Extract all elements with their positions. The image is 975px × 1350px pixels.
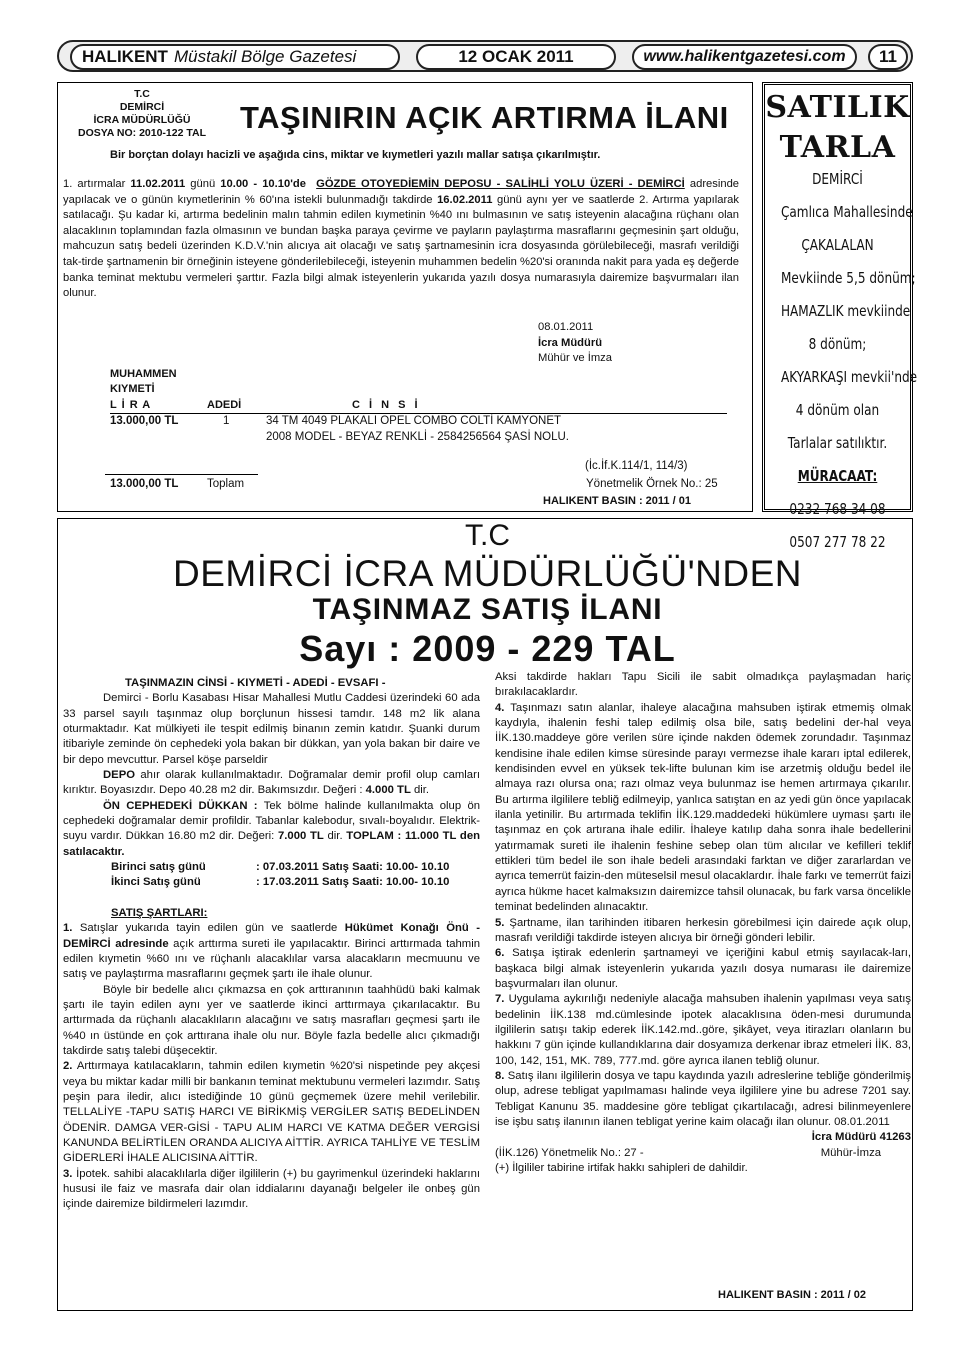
condition-text: Uygulama aykırılığı nedeniyle alacağa mahsuben ihalenin yapılması veya satış bedelinin İİK.138 md.cümlesinde ipotek alacaklısına öden-mesi durumunda ilgililerin satışı takip ederek İİK.142.md..göre, şikâyet, veya itirazları olanların bu hakkını 7 gün içinde kullandıklarına dair dosyamıza derkenar ibraz etmeleri İİK. 83, 100, 142, 151, MK. 789, 777.md. göre ayrıca ilanen tebliğ olunur. [495,993,911,1067]
condition-text: Satış ilanı ilgililerin dosya ve tapu kaydında yazılı adreslerine tebliğe gönderilmiş olup, adrese tebligat yapılmaması halinde veya ilgililere yine bu adrese 7201 say. Tebligat Kanunu 35. maddesine göre tebligat çıkartılacağı, adresi bilinmeyenlere ise işbu satış ilanının ilanen tebligat yerine kaim olacağı ilan olunur. 08.01.2011 [495,1069,911,1128]
ad-line: 8 dönüm; [808,335,867,353]
paper-name-pill [70,44,400,70]
condition-number: 1. [63,922,73,935]
condition-number: 3. [63,1167,73,1180]
sale1-label: Birinci satış günü [111,861,206,874]
condition-text: Böyle bir bedelle alıcı çıkmazsa en çok arttıranının taahhüdü baki kalmak şartı ile tayin edilen aynı yer ve saatlerde ikinci arttırmaya çıkarılacaktır. Bu arttırmada da rüçhanlı alacaklıların alacağını ve satış masrafları geçmesi şartı ile %40 ın üstünde en çok arttırana ihale olu nur. Böyle fazla bedelle alıcı çıkmadığı takdirde satış talebi düşecektir. [63,983,480,1057]
ad-phone[interactable]: 0232 768 34 08 [789,500,886,518]
body-text: adresinde yapılacak ve o günün kıymetlerinin % 60'ına istekli bulunmadığı takdirde [63,178,740,206]
body-text: günü [185,178,221,190]
condition-text: Şartname, ilan tarihinden itibaren herkesin görebilmesi için dairede açık olup, masrafı verildiği takdirde isteyen alıcıya bir örneği gönderi lebilir. [495,916,911,944]
auction-place: GÖZDE OTOYEDİEMİN DEPOSU - SALİHLİ YOLU ÜZERİ - DEMİRCİ [316,178,685,190]
notice1-signature [538,320,612,367]
auction-date-2: 16.02.2011 [437,193,493,206]
notice1-body [63,177,739,302]
ad-line: DEMİRCİ [812,170,863,188]
total-label: Toplam [207,478,245,490]
auction-date-1: 11.02.2011 [130,178,186,190]
notice2-footer: HALIKENT BASIN : 2011 / 02 [718,1289,866,1301]
notice1-title: TAŞINIRIN AÇIK ARTIRMA İLANI [240,100,729,135]
sale2-value: : 17.03.2011 Satış Saati: 10.00- 10.10 [256,876,450,889]
land-sale-ad [762,82,918,551]
condition-number: 7. [495,993,505,1006]
footnote: (+) İlgililer tabirine irtifak hakkı sahipleri de dahildir. [495,1162,748,1174]
ad-line: HAMAZLIK mevkiinde [780,302,911,320]
sign-seal: Mühür ve İmza [538,352,612,365]
table-cell-value: 13.000,00 TL [110,415,179,427]
condition-number: 2. [63,1060,73,1073]
table-cell-desc: 34 TM 4049 PLAKALI OPEL COMBO COLTİ KAMYONET [266,415,562,427]
shop-text: dir. [323,830,347,843]
table-header-lira: L İ R A [110,399,152,411]
regulation-reference: Yönetmelik Örnek No.: 25 [586,478,718,490]
condition-number: 8. [495,1069,505,1082]
condition-number: 6. [495,947,505,960]
law-reference: (İc.İf.K.114/1, 114/3) [585,460,688,472]
condition-text: Arttırmaya katılacakların, tahmin edilen kıymetin %20'si nispetinde pey akçesi veya bu miktar kadar milli bir bankanın teminat mektubunu vermeleri lazımdır. Satış peşin para iledir, alıcı istediğinde 10 günü geçmemek üzere mehil verilebilir. TELLALİYE -TAPU SATIŞ HARCI VE BİRİKMİŞ VERGİLER SATIŞ BEDELİNDEN ÖDENİR. DAMGA VER-GİSİ - TAPU ALIM HARCI VE KATMA DEĞER VERGİSİ KANUNDA BELİRTİLEN ORANDA ALICIYA AİTTİR. AYRICA TAHLİYE VE TESLİM GİDERLERİ İHALE ALICISINA AİTTİR. [63,1060,480,1165]
sale1-value: : 07.03.2011 Satış Saati: 10.00- 10.10 [256,861,450,874]
condition-text: Satışa iştirak edenlerin şartnameyi ve içeriğini kabul etmiş sayılacak-ları, başkaca bilgi almak isteyenlerin yukarıda yazılı dosya numarası ile dairemize başvurmaları ilan olunur. [495,947,911,990]
total-price: TOPLAM : 11.000 TL den satılacaktır. [63,830,481,858]
depo-value: 4.000 TL [365,784,411,797]
issue-date: 12 OCAK 2011 [416,44,616,70]
property-description: Demirci - Borlu Kasabası Hisar Mahallesi Mutlu Caddesi üzerindeki 60 ada 33 parsel sayılı taşınmaz olup borçlunun hissesi tamdır. 148 m2 lik alana oturmaktadır. Kat mülkiyeti ile tespit edilmiş binanın zemin katıdır. Şuanki durum itibariyle zeminde ön cephedeki yola bakan bir dükkan, yan yola bakan bir daire ve bir depo mevcuttur. Parsel köşe parseldir [63,692,480,766]
condition-number: 5. [495,916,505,929]
section-heading: TAŞINMAZIN CİNSİ - KIYMETİ - ADEDİ - EVSAFI - [125,677,386,689]
table-cell-desc: 2008 MODEL - BEYAZ RENKLİ - 2584256564 ŞASİ NOLU. [266,431,569,443]
ad-phone[interactable]: 0507 277 78 22 [789,533,886,551]
shop-value: 7.000 TL [278,830,324,843]
ad-contact-label: MÜRACAAT: [797,467,878,485]
conditions-heading: SATIŞ ŞARTLARI: [111,906,208,919]
condition-text: Taşınmazı satın alanlar, ihaleye alacağına mahsuben iştirak etmemiş olmak kaydıyla, ihalenin feshi talep edilmiş olsa bile, satış bedelini der-hal veya İİK.130.maddeye göre verilen süre içinde nakden ödemek zorundadır. Taşınmaz kendisine ihale edilen kimse süresinde parayı vermezse ihale kararı iptal edilerek, kendisinden evvel en yüksek tek-lifte bulunan kim ise arzetmiş olduğu bedel ile almaya razı olursa ona; razı olmaz veya bulunmaz ise hemen artırmaya çıkarılır. Bu artırma ilgililere tebliğ edilmeyip, yanlıca satıştan en az yedi gün önce yapılacak ilanla yetinilir. Bu artırmada teklifin İİK.129.maddedeki hükümlere uyması şartı ile taşınmaz en çok artırana ihale edilir. İhaleye katılıp daha sonra ihale bedellerini yatırmamak sureti ile ihalenin feshine sebep olan tüm alıcılar ve kefilleri teklif ettikleri tüm bedel ile son ihale bedeli arasındaki farktan ve diğer zararlardan ve ayrıca temerrüt faizin-den müteselsil mesul olacaklardır. İhale farkı ve temerrüt faizi ayrıca hükme hacet kalmaksızın dairemizce tahsil olunacak, bu fark varsa öncelikle teminat bedelinden alınacaktır. [495,701,911,914]
notice2-sign: İcra Müdürü 41263 [811,1131,911,1144]
sale-place: Hükümet Konağı Önü - DEMİRCİ adresinde [63,922,480,950]
notice2-right-column [495,670,911,1176]
depo-text: ahır olarak kullanılmaktadır. Doğramalar demir profil olup camları kırıktır. Boyasızdır. Depo 40.28 m2 dir. Bakımsızdır. Değeri : [63,769,480,797]
total-value: 13.000,00 TL [110,478,179,490]
sale2-label: İkinci Satış günü [111,876,201,889]
table-cell-qty: 1 [223,415,230,427]
ad-title: TARLA [779,130,896,165]
auction-time: 10.00 - 10.10'de [220,178,306,190]
ad-line: Mevkiinde 5,5 dönüm; [780,269,916,287]
table-header-cins: C İ N S İ [352,399,421,411]
notice2-number: Sayı : 2009 - 229 TAL [299,628,676,669]
ad-line: ÇAKALALAN [801,236,874,254]
depo-text: dir. [410,784,430,797]
condition-text: Satışlar yukarıda tayin edilen gün ve saatlerde [72,922,345,935]
depo-label: DEPO [103,769,136,782]
ad-line: AKYARKAŞI mevkii'nde [780,368,918,386]
sign-title: İcra Müdürü [538,336,603,349]
condition-text: İpotek. sahibi alacaklılarla diğer ilgililerin (+) bu gayrimenkul üzerindeki haklarını hususi ile faiz ve masrafa dair olan iddialarını dayanağı belgeler ile onbeş gün içinde dairemize bildirmeleri lazımdır. [63,1167,480,1211]
paper-name: HALIKENT [82,47,168,66]
table-header-kiymeti: KIYMETİ [110,383,155,395]
ad-title: SATILIK [765,90,910,125]
shop-label: ÖN CEPHEDEKİ DÜKKAN : [103,799,258,812]
notice1-footer: HALIKENT BASIN : 2011 / 01 [543,495,691,507]
body-text: günü aynı yer ve saatlerde 2. Artırma yapılarak satılacağı. Şu kadar ki, artırma bedelinin malın tahmin edilen kıymetinin %40 ını bulmasının ve satış isteyenin alacağına rüçhanı olan alacaklının toplamından fazla olmasının ve bundan başka paraya çevirme ve payların paylaştırma masraflarını geçmesinin şart olduğu, mahcuzun satış bedeli üzerinden K.D.V.'nin alıcıya ait olacağı ve satış şartnamesinin icra dosyasında görülebileceği, masrafı verildiği tak-tirde şartnamenin bir örneğinin isteyene gönderilebileceği, isteyenin muhammen bedelin %20'si oranında nakit para yada eş değerde banka teminat mektubu vermeleri şarttır. Fazla bilgi almak isteyenlerin yukarıda yazılı dosya numarasıyla dairemize başvurmaları ilan olunur. [63,193,739,300]
regulation-reference: (İİK.126) Yönetmelik No.: 27 - [495,1146,644,1159]
ad-line: Tarlalar satılıktır. [787,434,888,452]
total-rule [105,474,258,475]
condition-number: 4. [495,701,505,714]
ad-line: Çamlıca Mahallesinde [780,203,913,221]
website-link[interactable]: www.halikentgazetesi.com [632,44,857,70]
table-header-muhammen: MUHAMMEN [110,368,177,380]
paper-subtitle: Müstakil Bölge Gazetesi [173,47,357,66]
notice1-subtitle: Bir borçtan dolayı hacizli ve aşağıda cins, miktar ve kıymetleri yazılı mallar satışa çıkarılmıştır. [110,149,601,161]
shop-text: Tek bölme halinde kullanılmakta olup ön cephedeki doğramalar demir profildir. Tabanlar kalebodur, sıvalı-boyalıdır. Elektrik-suyu vardır. Dükkan 16.80 m2 dir. Değeri: [63,799,481,843]
body-text: 1. artırmalar [63,178,131,190]
notice2-tc: T.C [465,519,510,552]
notice2-left-column [63,676,480,1213]
sign-seal: Mühür-İmza [820,1146,881,1159]
table-header-adet: ADEDİ [207,399,242,411]
table-header-rule [110,413,727,414]
office-line: DEMİRCİ [119,101,165,113]
notice2-title: TAŞINMAZ SATIŞ İLANI [312,593,663,626]
page-number: 11 [868,44,908,70]
office-line: T.C [134,88,150,100]
condition-text: Aksi takdirde hakları Tapu Sicili ile sabit olmadıkça paylaşmadan hariç bırakılacaklardır. [495,671,911,699]
condition-text: açık arttırma sureti ile yapılacaktır. Birinci arttırmada tahmin edilen kıymetin %60 ını ve rüçhanlı alacaklılar varsa alacakların mecmuunu ve satış ve paylaştırma masraflarını geçmek şartı ile ihale olunur. [63,937,480,981]
sign-date: 08.01.2011 [538,321,594,333]
file-number: DOSYA NO: 2010-122 TAL [78,127,206,139]
ad-line: 4 dönüm olan [795,401,880,419]
notice2-office: DEMİRCİ İCRA MÜDÜRLÜĞÜ'NDEN [172,553,803,594]
office-line: İCRA MÜDÜRLÜĞÜ [93,114,191,126]
office-header [62,88,222,140]
